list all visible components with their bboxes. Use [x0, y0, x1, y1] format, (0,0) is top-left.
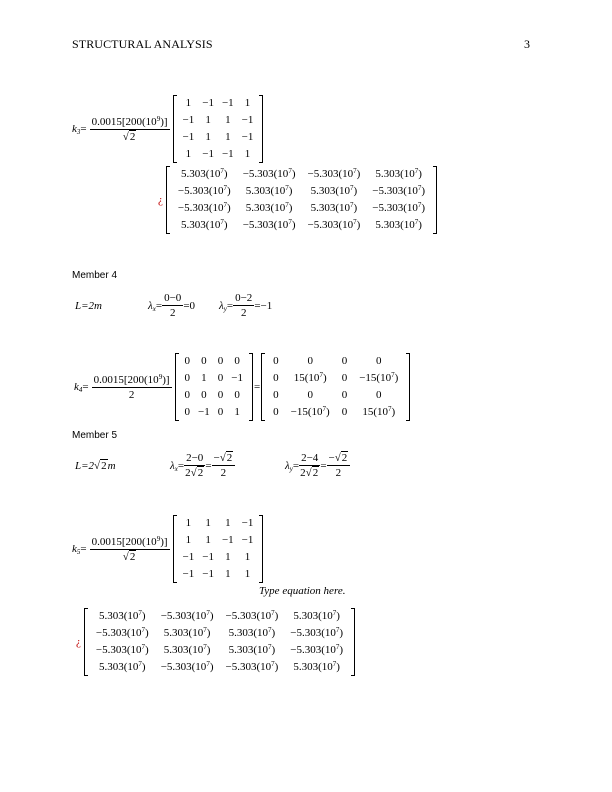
matrix-cell: 0 [341, 389, 348, 401]
matrix-cell: 0 [341, 406, 348, 418]
matrix-cell: $-5.303(10^7)$ [95, 626, 149, 639]
inverted-question-mark: ¿ [158, 194, 163, 206]
k3-equation: $k_3$ = $\frac{0.0015[200(10^9)]}{√2}$ 1 −1 −1 1 −1 1 1 −1 −1 1 1 −1 1 −1 −1 1 [72, 95, 263, 163]
matrix-cell: 0 [184, 389, 191, 401]
k5-unit-matrix [173, 515, 264, 583]
member-4-lambda-y: $\lambda_y$ = $\frac{0-2}{2}$ =−1 [219, 292, 273, 319]
matrix-cell: 0 [375, 355, 382, 367]
matrix-row [172, 217, 431, 234]
matrix-cell: 0 [234, 355, 240, 367]
matrix-cell: −1 [202, 97, 214, 109]
matrix-row [179, 532, 258, 549]
matrix-cell: −1 [221, 148, 234, 160]
matrix-cell: −1 [221, 534, 234, 546]
k3-result-matrix [166, 166, 437, 234]
matrix-row [181, 353, 247, 370]
matrix-cell: $5.303(10^7)$ [163, 626, 211, 639]
matrix-row [179, 549, 258, 566]
matrix-cell: $5.303(10^7)$ [293, 609, 340, 622]
inverted-question-mark: ¿ [76, 636, 81, 648]
matrix-cell: 1 [205, 517, 211, 529]
matrix-cell: 0 [341, 355, 348, 367]
matrix-cell: 0 [375, 389, 382, 401]
matrix-cell: 1 [205, 534, 211, 546]
matrix-cell: −1 [231, 372, 243, 384]
matrix-cell: $-5.303(10^7)$ [225, 609, 279, 622]
matrix-cell: 0 [273, 355, 279, 367]
matrix-cell: 0 [217, 372, 224, 384]
matrix-cell: 1 [244, 568, 251, 580]
matrix-row [179, 95, 258, 112]
matrix-cell: $-5.303(10^7)$ [290, 643, 344, 656]
member-5-lambda-y: $\lambda_y$ = $\frac{2-4}{2√2}$ = $\frac{-√2}{2}$ [285, 452, 350, 479]
matrix-row [179, 129, 258, 146]
matrix-cell: $5.303(10^7)$ [228, 643, 276, 656]
matrix-cell: 1 [185, 534, 192, 546]
matrix-cell: 0 [273, 406, 279, 418]
member-4-heading: Member 4 [72, 270, 118, 281]
k4-result-matrix [261, 353, 410, 421]
matrix-cell: 1 [201, 372, 207, 384]
matrix-row [179, 146, 258, 163]
matrix-cell: 1 [234, 406, 240, 418]
matrix-cell: $-5.303(10^7)$ [95, 643, 149, 656]
page-number: 3 [524, 37, 530, 51]
matrix-cell: −1 [241, 517, 254, 529]
matrix-cell: 0 [234, 389, 240, 401]
matrix-cell: 0 [217, 406, 224, 418]
matrix-cell: 1 [205, 114, 211, 126]
matrix-cell: −1 [182, 114, 195, 126]
matrix-cell: $5.303(10^7)$ [180, 167, 228, 180]
matrix-cell: $5.303(10^7)$ [98, 609, 146, 622]
matrix-cell: $-5.303(10^7)$ [290, 626, 344, 639]
matrix-cell: 0 [201, 389, 207, 401]
matrix-cell: $-5.303(10^7)$ [372, 184, 426, 197]
matrix-cell: $5.303(10^7)$ [310, 201, 358, 214]
matrix-row [90, 659, 349, 676]
matrix-cell: 0 [217, 389, 224, 401]
matrix-row [90, 642, 349, 659]
matrix-cell: 0 [273, 389, 279, 401]
k5-result [76, 608, 355, 676]
matrix-row [181, 387, 247, 404]
matrix-row [267, 387, 404, 404]
k3-result [158, 166, 437, 234]
k5-result-matrix [84, 608, 355, 676]
matrix-cell: $15(10^7)$ [362, 405, 396, 418]
matrix-cell: 1 [225, 551, 231, 563]
running-header-title: STRUCTURAL ANALYSIS [72, 37, 213, 51]
matrix-cell: 0 [307, 355, 313, 367]
matrix-cell: $-5.303(10^7)$ [307, 218, 361, 231]
matrix-row [90, 625, 349, 642]
matrix-cell: $5.303(10^7)$ [228, 626, 276, 639]
k4-unit-matrix [175, 353, 253, 421]
matrix-cell: −1 [198, 406, 210, 418]
matrix-cell: $-5.303(10^7)$ [160, 660, 214, 673]
member-5-lambda-x: $\lambda_x$ = $\frac{2-0}{2√2}$ = $\frac{-√2}{2}$ [170, 452, 235, 479]
matrix-cell: $-5.303(10^7)$ [160, 609, 214, 622]
matrix-cell: $5.303(10^7)$ [245, 184, 293, 197]
matrix-cell: 0 [184, 372, 191, 384]
equation-placeholder[interactable]: Type equation here. [259, 585, 346, 597]
matrix-row [179, 566, 258, 583]
matrix-cell: 1 [205, 131, 211, 143]
matrix-cell: 1 [244, 551, 251, 563]
matrix-row [172, 200, 431, 217]
matrix-cell: −1 [202, 148, 214, 160]
matrix-cell: −1 [241, 131, 254, 143]
member-4-lambda-x: $\lambda_x$ = $\frac{0-0}{2}$ =0 [148, 292, 196, 319]
matrix-row [267, 404, 404, 421]
matrix-cell: 0 [217, 355, 224, 367]
matrix-cell: −1 [182, 568, 195, 580]
matrix-cell: 1 [225, 517, 231, 529]
matrix-cell: $5.303(10^7)$ [98, 660, 146, 673]
matrix-row [172, 166, 431, 183]
k3-coefficient: $\frac{0.0015[200(10^9)]}{√2}$ [91, 114, 168, 143]
matrix-cell: $5.303(10^7)$ [375, 218, 422, 231]
matrix-cell: −1 [202, 551, 214, 563]
matrix-cell: 0 [341, 372, 348, 384]
matrix-cell: 1 [185, 97, 192, 109]
matrix-cell: $5.303(10^7)$ [293, 660, 340, 673]
k5-equation: $k_5$ = $\frac{0.0015[200(10^9)]}{√2}$ 1 1 1 −1 1 1 −1 −1 −1 −1 1 1 −1 −1 1 1 [72, 515, 263, 583]
matrix-cell: −1 [221, 97, 234, 109]
matrix-cell: 1 [244, 97, 251, 109]
matrix-cell: $15(10^7)$ [293, 371, 327, 384]
matrix-row [267, 353, 404, 370]
matrix-cell: −1 [182, 551, 195, 563]
matrix-cell: $-5.303(10^7)$ [177, 184, 231, 197]
member-4-length: L=2m [75, 300, 102, 312]
matrix-cell: 0 [307, 389, 313, 401]
matrix-row [172, 183, 431, 200]
matrix-cell: 1 [225, 114, 231, 126]
matrix-cell: 1 [225, 131, 231, 143]
matrix-cell: $-5.303(10^7)$ [177, 201, 231, 214]
matrix-cell: 0 [184, 406, 191, 418]
matrix-cell: $-5.303(10^7)$ [307, 167, 361, 180]
member-5-heading: Member 5 [72, 430, 118, 441]
matrix-row [179, 112, 258, 129]
matrix-cell: 1 [225, 568, 231, 580]
matrix-cell: $5.303(10^7)$ [180, 218, 228, 231]
matrix-cell: $-5.303(10^7)$ [372, 201, 426, 214]
matrix-cell: −1 [241, 534, 254, 546]
matrix-cell: 1 [185, 517, 192, 529]
matrix-cell: 0 [184, 355, 191, 367]
matrix-cell: −1 [182, 131, 195, 143]
matrix-cell: $-15(10^7)$ [359, 371, 399, 384]
matrix-cell: −1 [202, 568, 214, 580]
k3-lhs: $k_3$ [72, 123, 81, 136]
matrix-cell: $5.303(10^7)$ [163, 643, 211, 656]
matrix-cell: 0 [201, 355, 207, 367]
matrix-cell: $5.303(10^7)$ [375, 167, 422, 180]
matrix-row [267, 370, 404, 387]
matrix-cell: 0 [273, 372, 279, 384]
matrix-cell: 1 [185, 148, 192, 160]
matrix-row [179, 515, 258, 532]
matrix-row [90, 608, 349, 625]
matrix-cell: $-5.303(10^7)$ [242, 218, 296, 231]
matrix-cell: $-5.303(10^7)$ [242, 167, 296, 180]
k4-equation: $k_4$ = $\frac{0.0015[200(10^9)]}{2}$ 0 0 0 0 0 1 0 −1 0 0 0 0 0 −1 0 1 = 0 0 0 0 0 $15(10^7)$ 0 $-15(10^7)$ 0 0 0 0 0 $-15(10^7)$ 0 $15(10^7)$ [74, 353, 410, 421]
matrix-row [181, 404, 247, 421]
matrix-cell: $-15(10^7)$ [290, 405, 330, 418]
k3-unit-matrix [173, 95, 264, 163]
matrix-cell: 1 [244, 148, 251, 160]
matrix-cell: $-5.303(10^7)$ [225, 660, 279, 673]
matrix-cell: $5.303(10^7)$ [310, 184, 358, 197]
matrix-cell: $5.303(10^7)$ [245, 201, 293, 214]
member-5-length: L=2√2m [75, 460, 116, 472]
matrix-cell: −1 [241, 114, 254, 126]
matrix-row [181, 370, 247, 387]
